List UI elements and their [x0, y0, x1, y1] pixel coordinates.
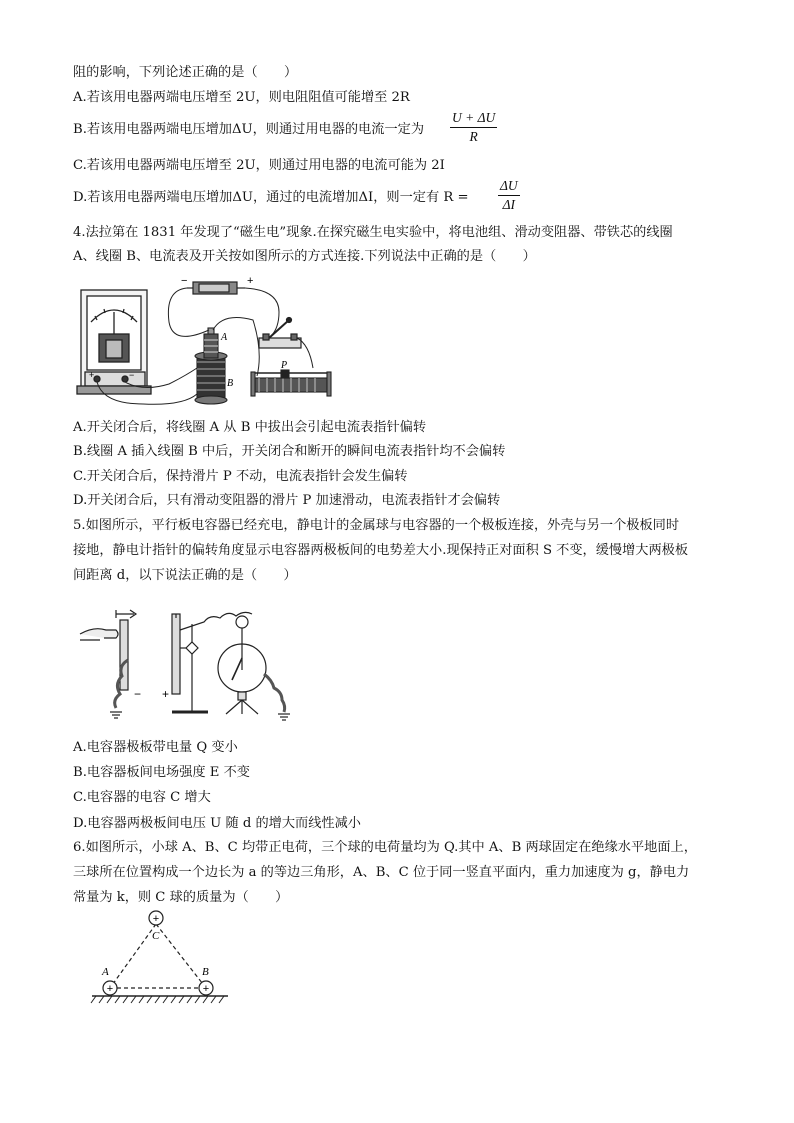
capacitor-electroscope-diagram: [76, 600, 296, 725]
ball-b-label: B: [202, 966, 209, 978]
q5-option-a: A.电容器极板带电量 Q 变小: [73, 740, 238, 755]
fraction-numerator: U + ΔU: [450, 110, 497, 128]
coil-b-label: B: [227, 378, 234, 389]
fraction-denominator: R: [469, 129, 478, 144]
q5-figure-capacitor-electroscope: [76, 600, 296, 725]
q4-figure-induction-circuit: [73, 272, 333, 412]
meter-minus-label: −: [129, 370, 135, 380]
q5-stem-line-3: 间距离 d，以下说法正确的是（ ）: [73, 568, 297, 583]
battery-plus-label: +: [247, 275, 254, 287]
q6-stem-line-3: 常量为 k，则 C 球的质量为（ ）: [73, 890, 289, 905]
ball-c-label: C: [152, 930, 160, 942]
q5-option-b: B.电容器板间电场强度 E 不变: [73, 765, 250, 780]
q4-option-d: D.开关闭合后，只有滑动变阻器的滑片 P 加速滑动，电流表指针才会偏转: [73, 493, 501, 508]
q3-option-d: D.若该用电器两端电压增加ΔU，通过的电流增加ΔI，则一定有 R =: [73, 190, 469, 205]
meter-plus-label: +: [89, 370, 95, 380]
q3-option-b: B.若该用电器两端电压增加ΔU，则通过用电器的电流一定为: [73, 122, 425, 137]
q5-option-d: D.电容器两极板间电压 U 随 d 的增大而线性减小: [73, 816, 361, 831]
insulating-ground: [91, 996, 228, 1003]
ball-c-charge: +: [152, 913, 160, 925]
slider-p-label: P: [281, 360, 288, 371]
fraction-numerator: ΔU: [498, 178, 520, 196]
q6-stem-line-1: 6.如图所示，小球 A、B、C 均带正电荷，三个球的电荷量均为 Q.其中 A、B 两球固定在绝缘水平地面上，: [73, 840, 697, 855]
ball-c: [149, 911, 163, 925]
q3-stem-tail: 阻的影响，下列论述正确的是（ ）: [73, 65, 298, 80]
coil-a-label: A: [221, 332, 228, 343]
q4-option-b: B.线圈 A 插入线圈 B 中后，开关闭合和断开的瞬间电流表指针均不会偏转: [73, 444, 506, 459]
q6-figure-charged-triangle: [88, 908, 238, 1008]
ball-a-label: A: [102, 966, 109, 978]
ball-a-charge: +: [106, 983, 114, 995]
q5-option-c: C.电容器的电容 C 增大: [73, 790, 211, 805]
hand-and-movable-plate: [80, 610, 136, 718]
q6-stem-line-2: 三球所在位置构成一个边长为 a 的等边三角形，A、B、C 位于同一竖直平面内，重力加速度为 g，静电力: [73, 865, 690, 880]
q4-option-a: A.开关闭合后，将线圈 A 从 B 中拔出会引起电流表指针偏转: [73, 420, 427, 435]
ball-a: [103, 981, 117, 995]
knife-switch: [259, 318, 301, 349]
q3-option-d-fraction: [498, 178, 520, 213]
battery-pack: [187, 282, 245, 294]
q4-option-c: C.开关闭合后，保持滑片 P 不动，电流表指针会发生偏转: [73, 469, 408, 484]
coil-b: [195, 352, 227, 404]
q5-stem-line-1: 5.如图所示，平行板电容器已经充电，静电计的金属球与电容器的一个极板连接，外壳与另一个极板同时: [73, 518, 680, 533]
q3-option-a: A.若该用电器两端电压增至 2U，则电阻阻值可能增至 2R: [73, 90, 410, 105]
charged-balls-triangle-diagram: [88, 908, 238, 1008]
plus-plate-label: +: [162, 687, 170, 701]
q4-stem-line-1: 4.法拉第在 1831 年发现了“磁生电”现象.在探究磁生电实验中，将电池组、滑动变阻器、带铁芯的线圈: [73, 225, 673, 240]
q5-stem-line-2: 接地，静电计指针的偏转角度显示电容器两极板间的电势差大小.现保持正对面积 S 不变，缓慢增大两极板: [73, 543, 689, 558]
q3-option-c: C.若该用电器两端电压增至 2U，则通过用电器的电流可能为 2I: [73, 158, 445, 173]
electroscope: [218, 616, 290, 720]
battery-minus-label: −: [181, 275, 188, 287]
q4-stem-line-2: A、线圈 B、电流表及开关按如图所示的方式连接.下列说法中正确的是（ ）: [73, 249, 536, 264]
coil-a: [204, 328, 218, 358]
fraction-denominator: ΔI: [502, 197, 516, 212]
ball-b-charge: +: [202, 983, 210, 995]
q3-option-b-fraction: [450, 110, 497, 145]
induction-circuit-diagram: [73, 272, 333, 412]
minus-plate-label: −: [134, 687, 142, 701]
ball-b: [199, 981, 213, 995]
sliding-rheostat: [251, 370, 331, 396]
